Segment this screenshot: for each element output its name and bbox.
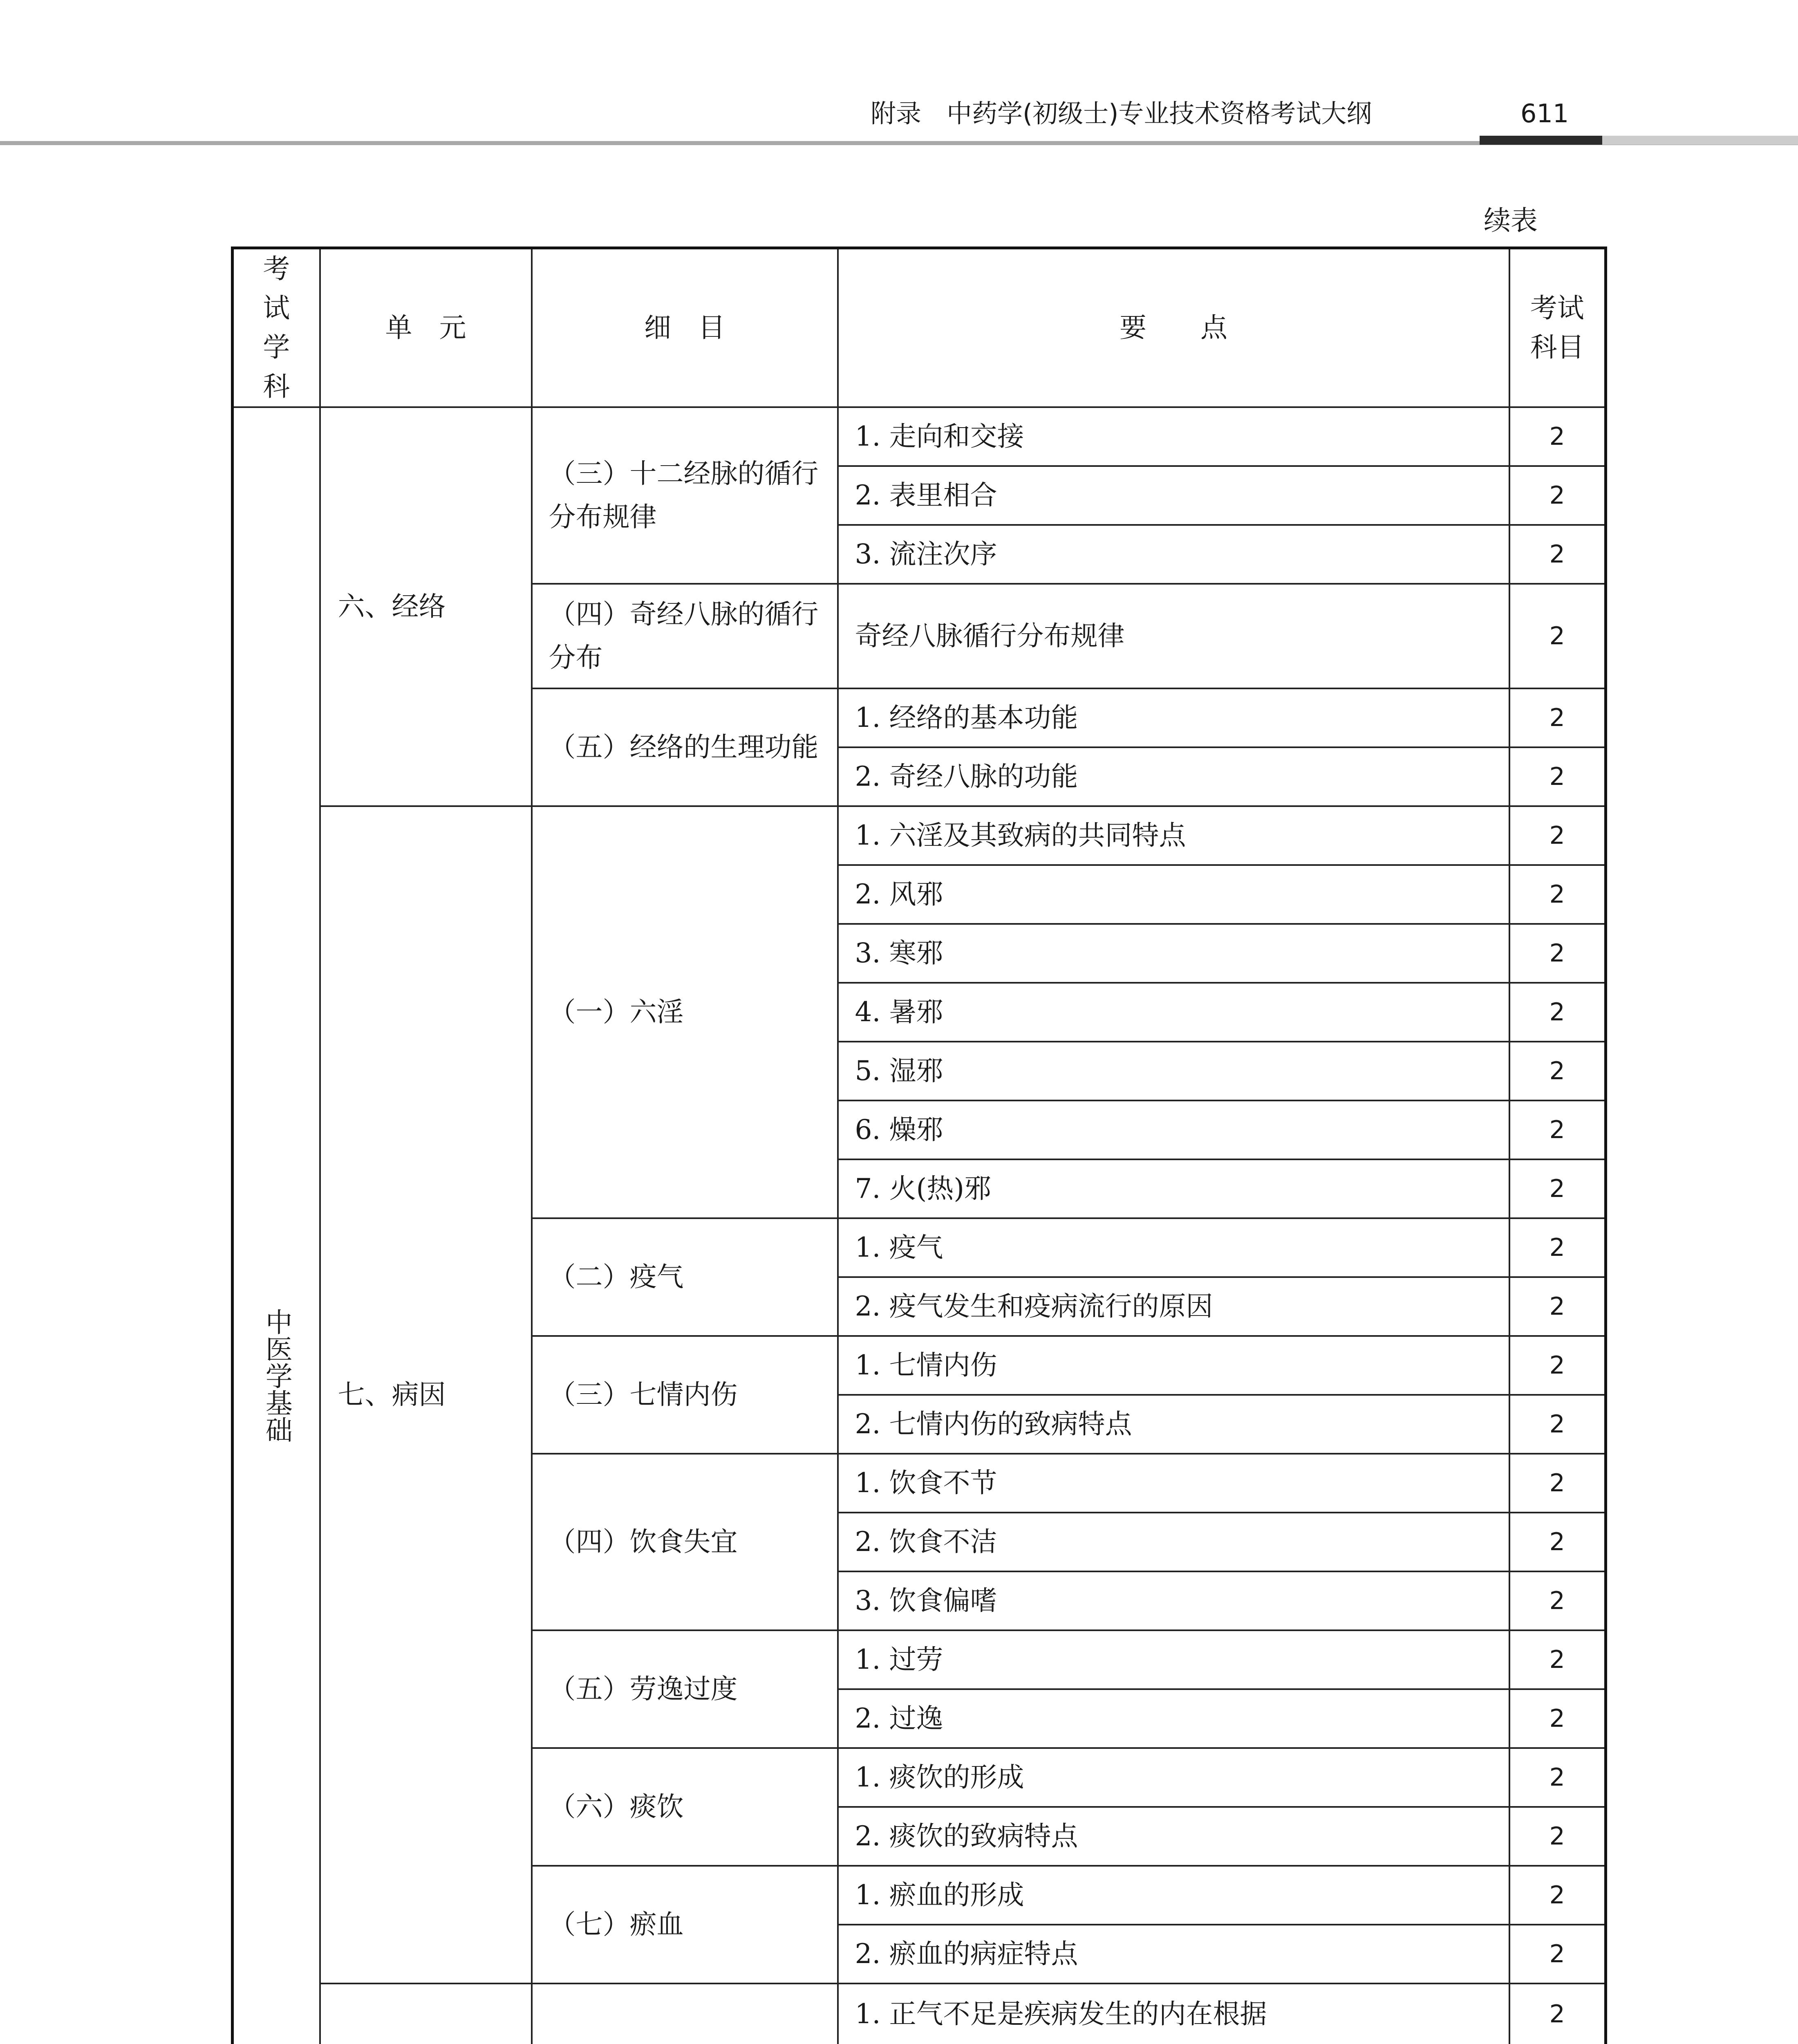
detail-cell: （四）饮食失宜 [532,1454,838,1630]
point-cell: 2. 七情内伤的致病特点 [838,1395,1509,1454]
level-cell: 2 [1509,1925,1606,1983]
detail-cell: （七）瘀血 [532,1866,838,1983]
point-cell: 2. 饮食不洁 [838,1513,1509,1571]
point-cell: 1. 走向和交接 [838,407,1509,466]
table-row [233,806,1606,865]
point-cell: 2. 痰饮的致病特点 [838,1807,1509,1866]
level-cell: 2 [1509,983,1606,1042]
unit-cell [320,1983,532,2044]
point-cell: 1. 过劳 [838,1630,1509,1689]
header-detail: 细 目 [532,248,838,408]
detail-cell: （五）经络的生理功能 [532,688,838,806]
point-cell: 奇经八脉循行分布规律 [838,584,1509,688]
page-number: 611 [1520,99,1569,128]
point-cell: 1. 正气不足是疾病发生的内在根据 [838,1983,1509,2044]
point-cell: 1. 疫气 [838,1218,1509,1277]
point-cell: 5. 湿邪 [838,1042,1509,1100]
header-rule-accent-dark [1480,136,1602,145]
point-cell: 2. 风邪 [838,865,1509,924]
detail-cell: （一）六淫 [532,806,838,1218]
header-rule-accent-light [1602,136,1798,145]
unit-cell: 六、经络 [320,407,532,806]
detail-cell: （二）疫气 [532,1218,838,1336]
point-cell: 2. 过逸 [838,1689,1509,1748]
level-cell: 2 [1509,1395,1606,1454]
point-cell: 2. 疫气发生和疫病流行的原因 [838,1277,1509,1336]
point-cell: 4. 暑邪 [838,983,1509,1042]
level-cell: 2 [1509,1100,1606,1159]
point-cell: 6. 燥邪 [838,1100,1509,1159]
level-cell: 2 [1509,688,1606,747]
table-row [233,407,1606,466]
unit-cell: 七、病因 [320,806,532,1983]
level-cell: 2 [1509,525,1606,584]
detail-cell: （三）十二经脉的循行分布规律 [532,407,838,584]
point-cell: 1. 七情内伤 [838,1336,1509,1395]
level-cell: 2 [1509,1630,1606,1689]
point-cell: 2. 表里相合 [838,466,1509,525]
level-cell: 2 [1509,1983,1606,2044]
point-cell: 1. 瘀血的形成 [838,1866,1509,1925]
continued-table-label: 续表 [1484,205,1538,236]
point-cell: 3. 寒邪 [838,924,1509,983]
level-cell: 2 [1509,924,1606,983]
point-cell: 1. 饮食不节 [838,1454,1509,1513]
header-point: 要 点 [838,248,1509,408]
subject-cell [233,407,320,2044]
header-subject: 考试学科 [233,248,320,408]
level-cell: 2 [1509,1807,1606,1866]
header-unit: 单 元 [320,248,532,408]
point-cell: 2. 奇经八脉的功能 [838,747,1509,806]
level-cell: 2 [1509,466,1606,525]
detail-cell: （五）劳逸过度 [532,1630,838,1748]
level-cell: 2 [1509,1042,1606,1100]
running-header-title: 附录 中药学(初级士)专业技术资格考试大纲 [871,99,1372,128]
syllabus-table [231,247,1607,2044]
level-cell: 2 [1509,1571,1606,1630]
point-cell: 3. 饮食偏嗜 [838,1571,1509,1630]
level-cell: 2 [1509,407,1606,466]
level-cell: 2 [1509,747,1606,806]
level-cell: 2 [1509,1218,1606,1277]
level-cell: 2 [1509,1159,1606,1218]
level-cell: 2 [1509,1454,1606,1513]
point-cell: 7. 火(热)邪 [838,1159,1509,1218]
point-cell: 1. 六淫及其致病的共同特点 [838,806,1509,865]
level-cell: 2 [1509,1513,1606,1571]
level-cell: 2 [1509,584,1606,688]
level-cell: 2 [1509,1277,1606,1336]
level-cell: 2 [1509,1689,1606,1748]
point-cell: 1. 痰饮的形成 [838,1748,1509,1807]
point-cell: 2. 瘀血的病症特点 [838,1925,1509,1983]
level-cell: 2 [1509,1336,1606,1395]
detail-cell [532,1983,838,2044]
point-cell: 3. 流注次序 [838,525,1509,584]
level-cell: 2 [1509,806,1606,865]
point-cell: 1. 经络的基本功能 [838,688,1509,747]
level-cell: 2 [1509,1866,1606,1925]
detail-cell: （三）七情内伤 [532,1336,838,1454]
table-header-row [233,248,1606,408]
subject-name: 中医学基础 [261,1308,293,1443]
detail-cell: （六）痰饮 [532,1748,838,1866]
detail-cell: （四）奇经八脉的循行分布 [532,584,838,688]
level-cell: 2 [1509,865,1606,924]
level-cell: 2 [1509,1748,1606,1807]
header-level: 考试科目 [1509,248,1606,408]
table-row [233,1983,1606,2044]
